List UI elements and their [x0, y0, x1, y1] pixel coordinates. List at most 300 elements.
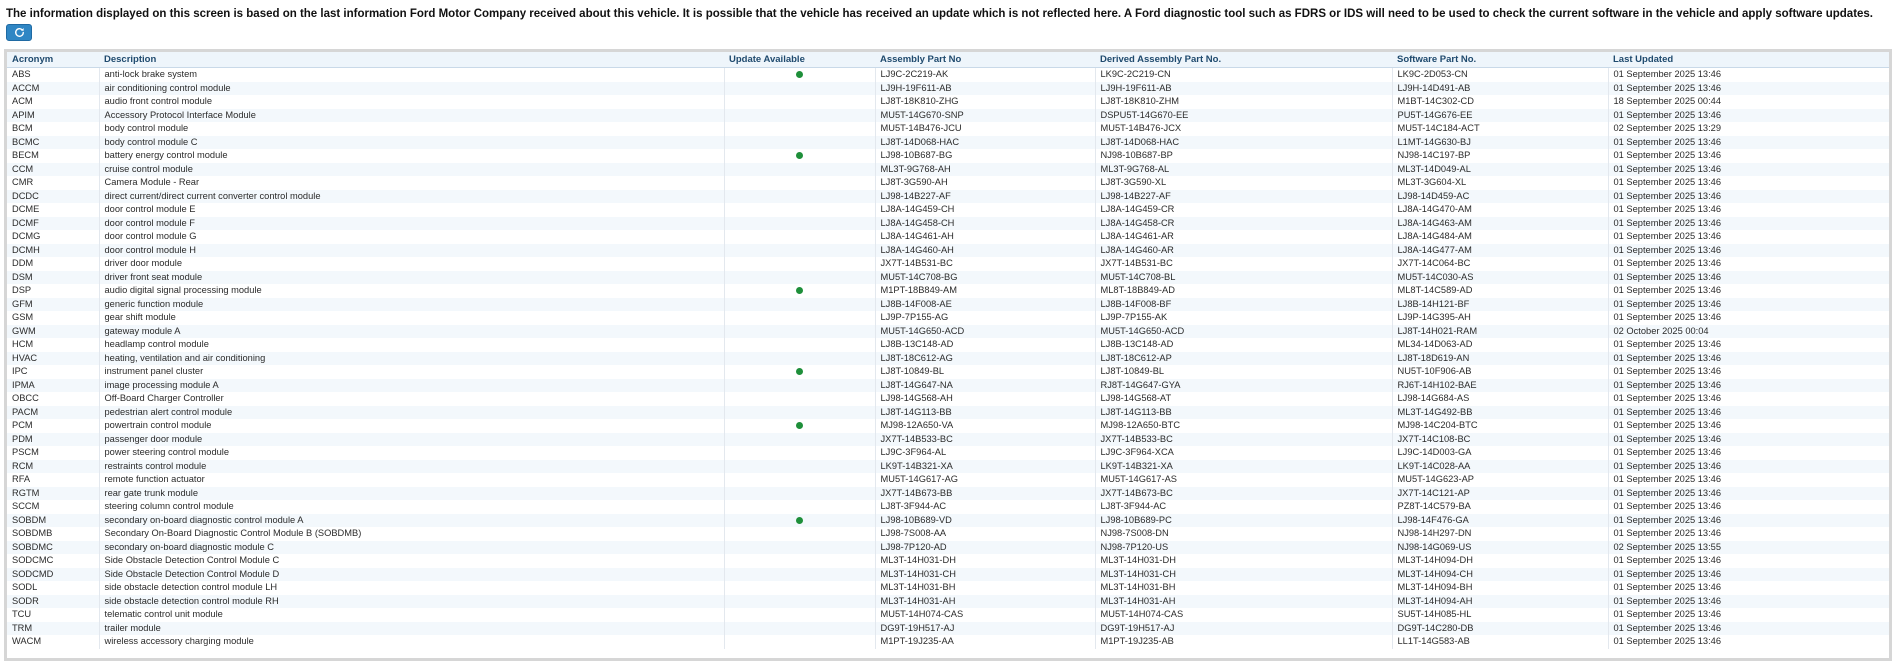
cell-acronym: HVAC [7, 352, 99, 366]
cell-derived-assembly-part-no: ML8T-18B849-AD [1095, 284, 1392, 298]
cell-last-updated: 01 September 2025 13:46 [1608, 68, 1889, 82]
cell-derived-assembly-part-no: ML3T-14H031-AH [1095, 595, 1392, 609]
cell-software-part-no: PU5T-14G676-EE [1392, 109, 1608, 123]
cell-derived-assembly-part-no: NJ98-7S008-DN [1095, 527, 1392, 541]
cell-acronym: IPC [7, 365, 99, 379]
cell-software-part-no: NU5T-10F906-AB [1392, 365, 1608, 379]
cell-derived-assembly-part-no: LJ8T-3G590-XL [1095, 176, 1392, 190]
cell-update-available [724, 419, 875, 433]
cell-acronym: BECM [7, 149, 99, 163]
cell-software-part-no: LK9T-14C028-AA [1392, 460, 1608, 474]
cell-assembly-part-no: LJ8T-14G113-BB [875, 406, 1095, 420]
cell-last-updated: 01 September 2025 13:46 [1608, 257, 1889, 271]
cell-last-updated: 01 September 2025 13:46 [1608, 203, 1889, 217]
cell-software-part-no: PZ8T-14C579-BA [1392, 500, 1608, 514]
cell-update-available [724, 298, 875, 312]
cell-derived-assembly-part-no: MU5T-14B476-JCX [1095, 122, 1392, 136]
cell-last-updated: 01 September 2025 13:46 [1608, 460, 1889, 474]
cell-software-part-no: NJ98-14G069-US [1392, 541, 1608, 555]
cell-assembly-part-no: LJ8T-3F944-AC [875, 500, 1095, 514]
cell-derived-assembly-part-no: JX7T-14B531-BC [1095, 257, 1392, 271]
table-row[interactable] [7, 500, 1889, 514]
cell-description: telematic control unit module [99, 608, 724, 622]
cell-assembly-part-no: LJ8T-18K810-ZHG [875, 95, 1095, 109]
cell-description: cruise control module [99, 163, 724, 177]
cell-update-available [724, 595, 875, 609]
table-row[interactable] [7, 244, 1889, 258]
cell-last-updated: 01 September 2025 13:46 [1608, 190, 1889, 204]
cell-last-updated: 01 September 2025 13:46 [1608, 82, 1889, 96]
cell-acronym: SODCMC [7, 554, 99, 568]
cell-acronym: WACM [7, 635, 99, 649]
cell-assembly-part-no: M1PT-18B849-AM [875, 284, 1095, 298]
table-row[interactable] [7, 325, 1889, 339]
cell-assembly-part-no: LJ98-14B227-AF [875, 190, 1095, 204]
table-row[interactable] [7, 419, 1889, 433]
cell-derived-assembly-part-no: LJ98-10B689-PC [1095, 514, 1392, 528]
cell-acronym: DCMF [7, 217, 99, 231]
cell-acronym: PCM [7, 419, 99, 433]
cell-last-updated: 01 September 2025 13:46 [1608, 365, 1889, 379]
cell-update-available [724, 554, 875, 568]
cell-assembly-part-no: JX7T-14B531-BC [875, 257, 1095, 271]
cell-update-available [724, 581, 875, 595]
cell-acronym: BCMC [7, 136, 99, 150]
cell-derived-assembly-part-no: LJ8T-10849-BL [1095, 365, 1392, 379]
cell-derived-assembly-part-no: MU5T-14G617-AS [1095, 473, 1392, 487]
cell-acronym: GSM [7, 311, 99, 325]
cell-last-updated: 01 September 2025 13:46 [1608, 406, 1889, 420]
cell-derived-assembly-part-no: ML3T-9G768-AL [1095, 163, 1392, 177]
cell-software-part-no: NJ98-14H297-DN [1392, 527, 1608, 541]
cell-software-part-no: JX7T-14C121-AP [1392, 487, 1608, 501]
table-row[interactable] [7, 622, 1889, 636]
table-row[interactable] [7, 406, 1889, 420]
cell-update-available [724, 635, 875, 649]
table-row[interactable] [7, 298, 1889, 312]
cell-assembly-part-no: JX7T-14B533-BC [875, 433, 1095, 447]
cell-last-updated: 01 September 2025 13:46 [1608, 163, 1889, 177]
cell-acronym: ACM [7, 95, 99, 109]
cell-description: secondary on-board diagnostic module C [99, 541, 724, 555]
cell-assembly-part-no: ML3T-14H031-CH [875, 568, 1095, 582]
cell-update-available [724, 311, 875, 325]
cell-derived-assembly-part-no: LJ8T-18K810-ZHM [1095, 95, 1392, 109]
cell-update-available [724, 365, 875, 379]
cell-assembly-part-no: LJ8T-14G647-NA [875, 379, 1095, 393]
cell-description: generic function module [99, 298, 724, 312]
cell-software-part-no: LJ8T-18D619-AN [1392, 352, 1608, 366]
cell-description: audio front control module [99, 95, 724, 109]
cell-last-updated: 01 September 2025 13:46 [1608, 581, 1889, 595]
cell-update-available [724, 244, 875, 258]
cell-update-available [724, 541, 875, 555]
cell-update-available [724, 95, 875, 109]
table-row[interactable] [7, 527, 1889, 541]
cell-last-updated: 01 September 2025 13:46 [1608, 338, 1889, 352]
col-header-derived-assembly-part-no[interactable]: Derived Assembly Part No. [1095, 52, 1392, 68]
cell-description: Accessory Protocol Interface Module [99, 109, 724, 123]
cell-description: instrument panel cluster [99, 365, 724, 379]
cell-description: air conditioning control module [99, 82, 724, 96]
cell-acronym: CMR [7, 176, 99, 190]
cell-update-available [724, 217, 875, 231]
col-header-last-updated[interactable]: Last Updated [1608, 52, 1889, 68]
cell-last-updated: 01 September 2025 13:46 [1608, 176, 1889, 190]
cell-assembly-part-no: M1PT-19J235-AA [875, 635, 1095, 649]
cell-description: Camera Module - Rear [99, 176, 724, 190]
cell-software-part-no: ML34-14D063-AD [1392, 338, 1608, 352]
cell-last-updated: 01 September 2025 13:46 [1608, 379, 1889, 393]
cell-update-available [724, 514, 875, 528]
cell-software-part-no: ML3T-14G492-BB [1392, 406, 1608, 420]
cell-derived-assembly-part-no: LJ9P-7P155-AK [1095, 311, 1392, 325]
cell-last-updated: 01 September 2025 13:46 [1608, 622, 1889, 636]
table-row[interactable] [7, 82, 1889, 96]
cell-description: secondary on-board diagnostic control module A [99, 514, 724, 528]
cell-description: driver front seat module [99, 271, 724, 285]
table-row[interactable] [7, 392, 1889, 406]
cell-update-available [724, 608, 875, 622]
table-row[interactable] [7, 460, 1889, 474]
cell-software-part-no: LJ98-14F476-GA [1392, 514, 1608, 528]
table-row[interactable] [7, 109, 1889, 123]
cell-description: passenger door module [99, 433, 724, 447]
cell-derived-assembly-part-no: LJ8T-3F944-AC [1095, 500, 1392, 514]
cell-assembly-part-no: LJ98-14G568-AH [875, 392, 1095, 406]
cell-last-updated: 01 September 2025 13:46 [1608, 635, 1889, 649]
cell-derived-assembly-part-no: MU5T-14C708-BL [1095, 271, 1392, 285]
cell-derived-assembly-part-no: LK9C-2C219-CN [1095, 68, 1392, 82]
cell-description: remote function actuator [99, 473, 724, 487]
cell-assembly-part-no: LK9T-14B321-XA [875, 460, 1095, 474]
cell-derived-assembly-part-no: MJ98-12A650-BTC [1095, 419, 1392, 433]
table-row[interactable] [7, 284, 1889, 298]
cell-last-updated: 01 September 2025 13:46 [1608, 352, 1889, 366]
cell-update-available [724, 338, 875, 352]
table-row[interactable] [7, 514, 1889, 528]
table-row[interactable] [7, 95, 1889, 109]
cell-acronym: HCM [7, 338, 99, 352]
cell-last-updated: 01 September 2025 13:46 [1608, 608, 1889, 622]
table-row[interactable] [7, 136, 1889, 150]
cell-description: side obstacle detection control module RH [99, 595, 724, 609]
cell-description: direct current/direct current converter control module [99, 190, 724, 204]
cell-acronym: DCDC [7, 190, 99, 204]
cell-software-part-no: LJ9C-14D003-GA [1392, 446, 1608, 460]
cell-assembly-part-no: MU5T-14G650-ACD [875, 325, 1095, 339]
cell-update-available [724, 433, 875, 447]
cell-derived-assembly-part-no: LJ8B-13C148-AD [1095, 338, 1392, 352]
cell-derived-assembly-part-no: LJ98-14G568-AT [1095, 392, 1392, 406]
table-row[interactable] [7, 68, 1889, 82]
cell-software-part-no: ML3T-14H094-CH [1392, 568, 1608, 582]
table-row[interactable] [7, 365, 1889, 379]
cell-update-available [724, 68, 875, 82]
cell-last-updated: 01 September 2025 13:46 [1608, 230, 1889, 244]
cell-update-available [724, 257, 875, 271]
cell-description: heating, ventilation and air conditioning [99, 352, 724, 366]
table-row[interactable] [7, 190, 1889, 204]
cell-update-available [724, 379, 875, 393]
table-row[interactable] [7, 217, 1889, 231]
table-row[interactable] [7, 122, 1889, 136]
table-row[interactable] [7, 203, 1889, 217]
cell-last-updated: 01 September 2025 13:46 [1608, 419, 1889, 433]
cell-last-updated: 01 September 2025 13:46 [1608, 298, 1889, 312]
cell-acronym: PDM [7, 433, 99, 447]
module-table-container [4, 49, 1892, 661]
cell-update-available [724, 622, 875, 636]
cell-description: anti-lock brake system [99, 68, 724, 82]
cell-assembly-part-no: LJ8B-14F008-AE [875, 298, 1095, 312]
cell-update-available [724, 284, 875, 298]
cell-assembly-part-no: ML3T-14H031-DH [875, 554, 1095, 568]
cell-derived-assembly-part-no: LJ8T-14G113-BB [1095, 406, 1392, 420]
cell-assembly-part-no: JX7T-14B673-BB [875, 487, 1095, 501]
cell-acronym: TCU [7, 608, 99, 622]
cell-last-updated: 01 September 2025 13:46 [1608, 109, 1889, 123]
cell-acronym: SODCMD [7, 568, 99, 582]
cell-acronym: RCM [7, 460, 99, 474]
table-row[interactable] [7, 595, 1889, 609]
cell-description: door control module H [99, 244, 724, 258]
cell-derived-assembly-part-no: NJ98-10B687-BP [1095, 149, 1392, 163]
cell-assembly-part-no: ML3T-14H031-BH [875, 581, 1095, 595]
cell-derived-assembly-part-no: RJ8T-14G647-GYA [1095, 379, 1392, 393]
cell-software-part-no: MJ98-14C204-BTC [1392, 419, 1608, 433]
cell-software-part-no: JX7T-14C108-BC [1392, 433, 1608, 447]
cell-acronym: SOBDM [7, 514, 99, 528]
table-row[interactable] [7, 541, 1889, 555]
cell-description: powertrain control module [99, 419, 724, 433]
table-row[interactable] [7, 163, 1889, 177]
cell-acronym: DCMG [7, 230, 99, 244]
table-header-row [7, 52, 1889, 68]
refresh-button[interactable] [6, 24, 32, 41]
cell-acronym: DSP [7, 284, 99, 298]
cell-software-part-no: LJ8T-14H021-RAM [1392, 325, 1608, 339]
cell-description: restraints control module [99, 460, 724, 474]
table-row[interactable] [7, 608, 1889, 622]
col-header-acronym[interactable]: Acronym [7, 52, 99, 68]
cell-last-updated: 01 September 2025 13:46 [1608, 514, 1889, 528]
cell-acronym: SODL [7, 581, 99, 595]
cell-last-updated: 01 September 2025 13:46 [1608, 487, 1889, 501]
cell-description: driver door module [99, 257, 724, 271]
cell-update-available [724, 176, 875, 190]
cell-software-part-no: LJ8B-14H121-BF [1392, 298, 1608, 312]
table-body [7, 68, 1889, 649]
cell-derived-assembly-part-no: LJ9H-19F611-AB [1095, 82, 1392, 96]
table-row[interactable] [7, 176, 1889, 190]
table-row[interactable] [7, 352, 1889, 366]
cell-assembly-part-no: LJ98-7S008-AA [875, 527, 1095, 541]
cell-software-part-no: JX7T-14C064-BC [1392, 257, 1608, 271]
cell-description: wireless accessory charging module [99, 635, 724, 649]
update-available-indicator-icon [796, 287, 803, 294]
cell-update-available [724, 500, 875, 514]
cell-acronym: RGTM [7, 487, 99, 501]
cell-assembly-part-no: LJ98-10B687-BG [875, 149, 1095, 163]
cell-assembly-part-no: DG9T-19H517-AJ [875, 622, 1095, 636]
cell-derived-assembly-part-no: DSPU5T-14G670-EE [1095, 109, 1392, 123]
cell-acronym: BCM [7, 122, 99, 136]
cell-software-part-no: ML3T-3G604-XL [1392, 176, 1608, 190]
cell-derived-assembly-part-no: JX7T-14B533-BC [1095, 433, 1392, 447]
cell-last-updated: 01 September 2025 13:46 [1608, 149, 1889, 163]
cell-description: pedestrian alert control module [99, 406, 724, 420]
table-row[interactable] [7, 635, 1889, 649]
table-row[interactable] [7, 149, 1889, 163]
cell-assembly-part-no: LJ8A-14G461-AH [875, 230, 1095, 244]
cell-assembly-part-no: MJ98-12A650-VA [875, 419, 1095, 433]
update-available-indicator-icon [796, 368, 803, 375]
cell-update-available [724, 190, 875, 204]
cell-derived-assembly-part-no: JX7T-14B673-BC [1095, 487, 1392, 501]
cell-assembly-part-no: LJ98-10B689-VD [875, 514, 1095, 528]
cell-derived-assembly-part-no: LJ9C-3F964-XCA [1095, 446, 1392, 460]
col-header-software-part-no[interactable]: Software Part No. [1392, 52, 1608, 68]
cell-last-updated: 18 September 2025 00:44 [1608, 95, 1889, 109]
cell-derived-assembly-part-no: LJ8A-14G459-CR [1095, 203, 1392, 217]
cell-update-available [724, 446, 875, 460]
cell-assembly-part-no: LJ9H-19F611-AB [875, 82, 1095, 96]
cell-description: side obstacle detection control module LH [99, 581, 724, 595]
cell-update-available [724, 163, 875, 177]
col-header-assembly-part-no[interactable]: Assembly Part No [875, 52, 1095, 68]
cell-derived-assembly-part-no: LJ8T-18C612-AP [1095, 352, 1392, 366]
cell-software-part-no: LL1T-14G583-AB [1392, 635, 1608, 649]
cell-acronym: GFM [7, 298, 99, 312]
cell-acronym: DSM [7, 271, 99, 285]
cell-software-part-no: ML3T-14H094-BH [1392, 581, 1608, 595]
cell-acronym: APIM [7, 109, 99, 123]
cell-derived-assembly-part-no: MU5T-14G650-ACD [1095, 325, 1392, 339]
table-row[interactable] [7, 581, 1889, 595]
cell-description: battery energy control module [99, 149, 724, 163]
cell-update-available [724, 487, 875, 501]
col-header-description[interactable]: Description [99, 52, 724, 68]
cell-software-part-no: LJ8A-14G463-AM [1392, 217, 1608, 231]
cell-software-part-no: ML8T-14C589-AD [1392, 284, 1608, 298]
cell-assembly-part-no: MU5T-14G617-AG [875, 473, 1095, 487]
cell-assembly-part-no: LJ8T-18C612-AG [875, 352, 1095, 366]
cell-update-available [724, 230, 875, 244]
cell-last-updated: 02 October 2025 00:04 [1608, 325, 1889, 339]
cell-update-available [724, 352, 875, 366]
table-row[interactable] [7, 473, 1889, 487]
cell-software-part-no: MU5T-14C030-AS [1392, 271, 1608, 285]
cell-software-part-no: ML3T-14D049-AL [1392, 163, 1608, 177]
update-available-indicator-icon [796, 517, 803, 524]
cell-derived-assembly-part-no: LJ8A-14G460-AR [1095, 244, 1392, 258]
update-available-indicator-icon [796, 422, 803, 429]
cell-assembly-part-no: LJ98-7P120-AD [875, 541, 1095, 555]
cell-description: Side Obstacle Detection Control Module C [99, 554, 724, 568]
table-row[interactable] [7, 271, 1889, 285]
refresh-icon [14, 27, 25, 38]
table-row[interactable] [7, 338, 1889, 352]
cell-software-part-no: L1MT-14G630-BJ [1392, 136, 1608, 150]
cell-assembly-part-no: LJ8A-14G459-CH [875, 203, 1095, 217]
table-row[interactable] [7, 433, 1889, 447]
cell-last-updated: 02 September 2025 13:55 [1608, 541, 1889, 555]
cell-last-updated: 01 September 2025 13:46 [1608, 136, 1889, 150]
cell-derived-assembly-part-no: MU5T-14H074-CAS [1095, 608, 1392, 622]
cell-update-available [724, 271, 875, 285]
cell-assembly-part-no: LJ9C-2C219-AK [875, 68, 1095, 82]
cell-derived-assembly-part-no: LJ8B-14F008-BF [1095, 298, 1392, 312]
cell-acronym: ABS [7, 68, 99, 82]
cell-description: Side Obstacle Detection Control Module D [99, 568, 724, 582]
cell-derived-assembly-part-no: LJ8A-14G461-AR [1095, 230, 1392, 244]
cell-assembly-part-no: LJ8T-10849-BL [875, 365, 1095, 379]
table-row[interactable] [7, 446, 1889, 460]
cell-acronym: DDM [7, 257, 99, 271]
cell-software-part-no: ML3T-14H094-DH [1392, 554, 1608, 568]
cell-update-available [724, 527, 875, 541]
cell-last-updated: 02 September 2025 13:29 [1608, 122, 1889, 136]
cell-acronym: IPMA [7, 379, 99, 393]
table-row[interactable] [7, 230, 1889, 244]
cell-description: body control module C [99, 136, 724, 150]
cell-description: rear gate trunk module [99, 487, 724, 501]
cell-derived-assembly-part-no: NJ98-7P120-US [1095, 541, 1392, 555]
cell-assembly-part-no: MU5T-14B476-JCU [875, 122, 1095, 136]
cell-acronym: RFA [7, 473, 99, 487]
cell-assembly-part-no: LJ8A-14G460-AH [875, 244, 1095, 258]
cell-assembly-part-no: ML3T-9G768-AH [875, 163, 1095, 177]
cell-assembly-part-no: MU5T-14C708-BG [875, 271, 1095, 285]
cell-update-available [724, 109, 875, 123]
cell-description: steering column control module [99, 500, 724, 514]
table-row[interactable] [7, 311, 1889, 325]
disclaimer-notice: The information displayed on this screen is based on the last information Ford Motor Company received about this vehicle. It is possible that the vehicle has received an update which is not reflected here. A Ford diagnostic tool such as FDRS or IDS will need to be used to check the current software in the vehicle and apply software updates. [6, 8, 1874, 20]
cell-description: image processing module A [99, 379, 724, 393]
cell-update-available [724, 473, 875, 487]
cell-acronym: OBCC [7, 392, 99, 406]
cell-acronym: DCME [7, 203, 99, 217]
table-row[interactable] [7, 568, 1889, 582]
cell-software-part-no: LJ8A-14G470-AM [1392, 203, 1608, 217]
cell-acronym: SCCM [7, 500, 99, 514]
cell-software-part-no: MU5T-14C184-ACT [1392, 122, 1608, 136]
cell-software-part-no: M1BT-14C302-CD [1392, 95, 1608, 109]
cell-acronym: TRM [7, 622, 99, 636]
cell-last-updated: 01 September 2025 13:46 [1608, 446, 1889, 460]
cell-software-part-no: LJ8A-14G477-AM [1392, 244, 1608, 258]
col-header-update-available[interactable]: Update Available [724, 52, 875, 68]
table-row[interactable] [7, 379, 1889, 393]
cell-description: door control module E [99, 203, 724, 217]
cell-description: door control module F [99, 217, 724, 231]
cell-update-available [724, 325, 875, 339]
table-row[interactable] [7, 554, 1889, 568]
table-row[interactable] [7, 257, 1889, 271]
cell-last-updated: 01 September 2025 13:46 [1608, 527, 1889, 541]
cell-software-part-no: DG9T-14C280-DB [1392, 622, 1608, 636]
cell-last-updated: 01 September 2025 13:46 [1608, 392, 1889, 406]
cell-update-available [724, 392, 875, 406]
cell-software-part-no: LJ9P-14G395-AH [1392, 311, 1608, 325]
cell-description: headlamp control module [99, 338, 724, 352]
cell-update-available [724, 460, 875, 474]
cell-software-part-no: NJ98-14C197-BP [1392, 149, 1608, 163]
table-row[interactable] [7, 487, 1889, 501]
cell-derived-assembly-part-no: DG9T-19H517-AJ [1095, 622, 1392, 636]
cell-software-part-no: LJ8A-14G484-AM [1392, 230, 1608, 244]
